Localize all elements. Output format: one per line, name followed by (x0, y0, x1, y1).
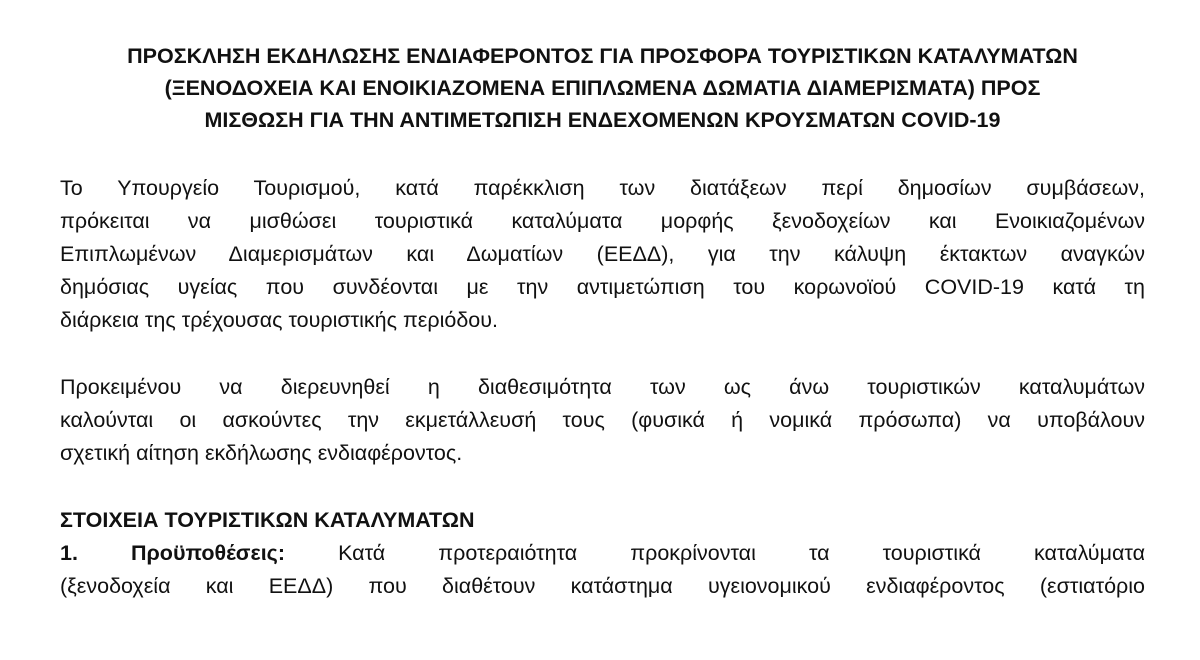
paragraph-line: Προκειμένου να διερευνηθεί η διαθεσιμότητα των ως άνω τουριστικών καταλυμάτων (60, 375, 1145, 399)
title-line: (ΞΕΝΟΔΟΧΕΙΑ ΚΑΙ ΕΝΟΙΚΙΑΖΟΜΕΝΑ ΕΠΙΠΛΩΜΕΝΑ ΔΩΜΑΤΙΑ ΔΙΑΜΕΡΙΣΜΑΤΑ) ΠΡΟΣ (164, 76, 1041, 100)
document-title (60, 40, 1145, 136)
item-label: 1. Προϋποθέσεις: (60, 541, 286, 565)
intro-paragraph (60, 172, 1145, 337)
item-line: (ξενοδοχεία και ΕΕΔΔ) που διαθέτουν κατάστημα υγειονομικού ενδιαφέροντος (εστιατόριο (60, 574, 1145, 598)
section-heading: ΣΤΟΙΧΕΙΑ ΤΟΥΡΙΣΤΙΚΩΝ ΚΑΤΑΛΥΜΑΤΩΝ (60, 508, 475, 532)
paragraph-line: διάρκεια της τρέχουσας τουριστικής περιόδου. (60, 308, 498, 332)
paragraph-line: σχετική αίτηση εκδήλωσης ενδιαφέροντος. (60, 441, 463, 465)
invitation-paragraph (60, 371, 1145, 470)
paragraph-line: Επιπλωμένων Διαμερισμάτων και Δωματίων (ΕΕΔΔ), για την κάλυψη έκτακτων αναγκών (60, 242, 1145, 266)
title-line: ΜΙΣΘΩΣΗ ΓΙΑ ΤΗΝ ΑΝΤΙΜΕΤΩΠΙΣΗ ΕΝΔΕΧΟΜΕΝΩΝ ΚΡΟΥΣΜΑΤΩΝ COVID-19 (204, 108, 1001, 132)
document-page (60, 40, 1145, 603)
paragraph-line: δημόσιας υγείας που συνδέονται με την αντιμετώπιση του κορωνοϊού COVID-19 κατά τη (60, 275, 1145, 299)
paragraph-line: πρόκειται να μισθώσει τουριστικά καταλύματα μορφής ξενοδοχείων και Ενοικιαζομένων (60, 209, 1145, 233)
item-first-line (60, 537, 1145, 570)
title-line: ΠΡΟΣΚΛΗΣΗ ΕΚΔΗΛΩΣΗΣ ΕΝΔΙΑΦΕΡΟΝΤΟΣ ΓΙΑ ΠΡΟΣΦΟΡΑ ΤΟΥΡΙΣΤΙΚΩΝ ΚΑΤΑΛΥΜΑΤΩΝ (127, 44, 1078, 68)
list-item (60, 537, 1145, 603)
paragraph-line: καλούνται οι ασκούντες την εκμετάλλευσή τους (φυσικά ή νομικά πρόσωπα) να υποβάλουν (60, 408, 1145, 432)
item-text: Κατά προτεραιότητα προκρίνονται τα τουριστικά καταλύματα (338, 541, 1146, 565)
paragraph-line: Το Υπουργείο Τουρισμού, κατά παρέκκλιση των διατάξεων περί δημοσίων συμβάσεων, (60, 176, 1145, 200)
